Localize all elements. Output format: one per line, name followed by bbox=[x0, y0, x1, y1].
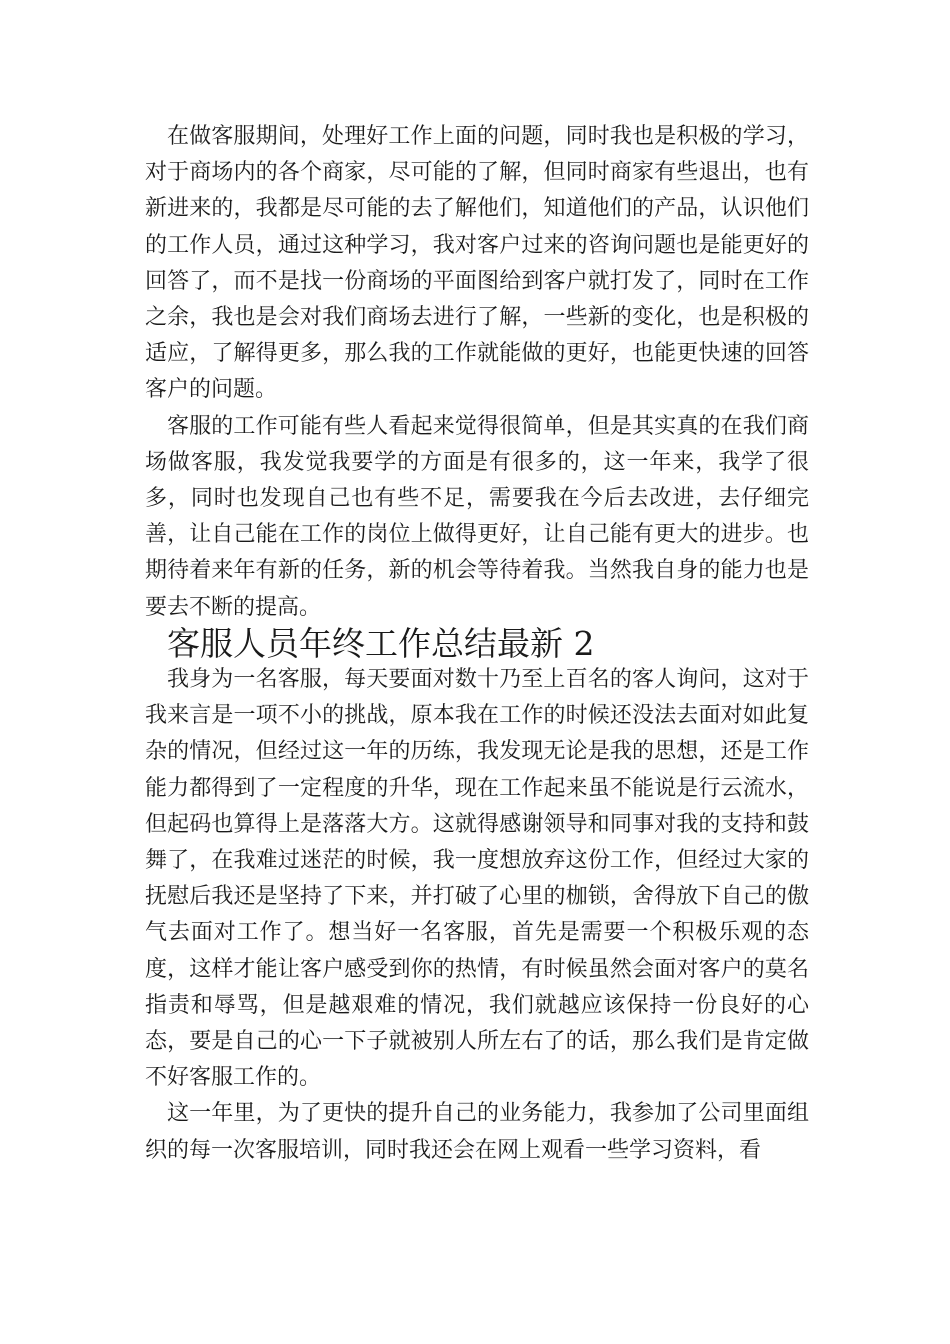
document-body bbox=[145, 119, 809, 1169]
paragraph-customer-service-reflection: 客服的工作可能有些人看起来觉得很简单，但是其实真的在我们商场做客服，我发觉我要学的方面是有很多的，这一年来，我学了很多，同时也发现自己也有些不足，需要我在今后去改进，去仔细完善，让自己能在工作的岗位上做得更好，让自己能有更大的进步。也期待着来年有新的任务，新的机会等待着我。当然我自身的能力也是要去不断的提高。 bbox=[145, 413, 809, 620]
paragraph-training: 这一年里，为了更快的提升自己的业务能力，我参加了公司里面组织的每一次客服培训，同时我还会在网上观看一些学习资料，看 bbox=[145, 1101, 809, 1163]
paragraph-consultation-learning: 在做客服期间，处理好工作上面的问题，同时我也是积极的学习，对于商场内的各个商家，尽可能的了解，但同时商家有些退出，也有新进来的，我都是尽可能的去了解他们，知道他们的产品，认识他们的工作人员，通过这种学习，我对客户过来的咨询问题也是能更好的回答了，而不是找一份商场的平面图给到客户就打发了，同时在工作之余，我也是会对我们商场去进行了解，一些新的变化，也是积极的适应，了解得更多，那么我的工作就能做的更好，也能更快速的回答客户的问题。 bbox=[145, 124, 809, 403]
paragraph-daily-challenges: 我身为一名客服，每天要面对数十乃至上百名的客人询问，这对于我来言是一项不小的挑战，原本我在工作的时候还没法去面对如此复杂的情况，但经过这一年的历练，我发现无论是我的思想，还是工作能力都得到了一定程度的升华，现在工作起来虽不能说是行云流水，但起码也算得上是落落大方。这就得感谢领导和同事对我的支持和鼓舞了，在我难过迷茫的时候，我一度想放弃这份工作，但经过大家的抚慰后我还是坚持了下来，并打破了心里的枷锁，舍得放下自己的傲气去面对工作了。想当好一名客服，首先是需要一个积极乐观的态度，这样才能让客户感受到你的热情，有时候虽然会面对客户的莫名指责和辱骂，但是越艰难的情况，我们就越应该保持一份良好的心态，要是自己的心一下子就被别人所左右了的话，那么我们是肯定做不好客服工作的。 bbox=[145, 667, 809, 1091]
section-heading: 客服人员年终工作总结最新 2 bbox=[167, 623, 595, 663]
